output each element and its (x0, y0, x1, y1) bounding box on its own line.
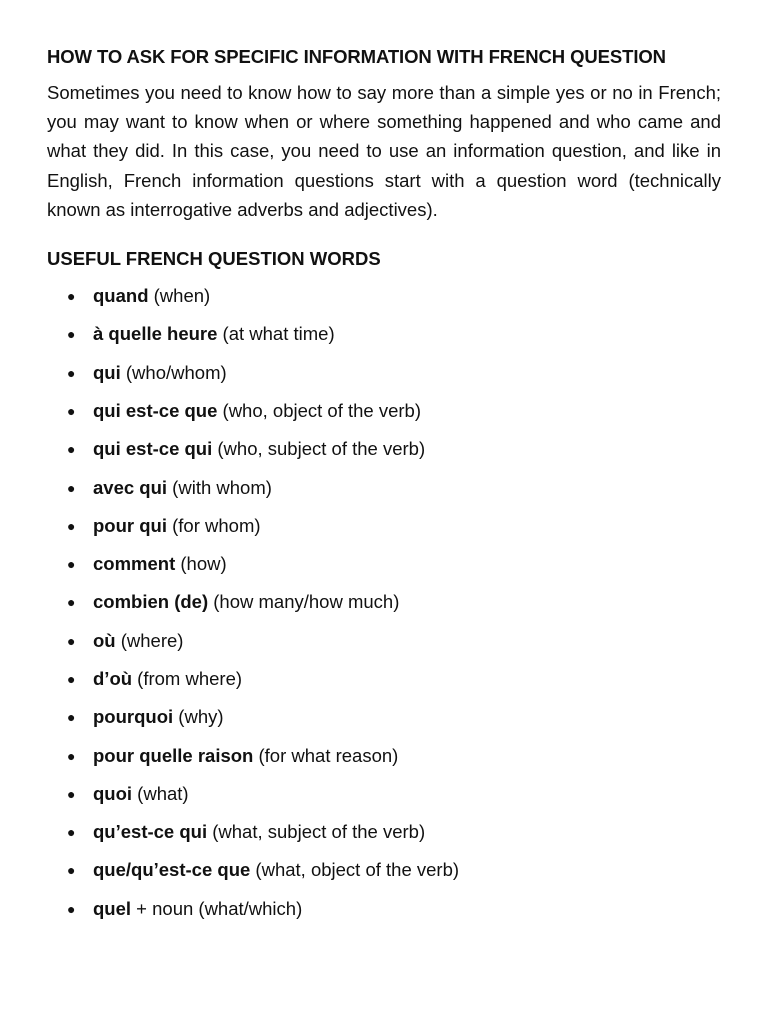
list-item (47, 813, 721, 851)
question-word: qui (93, 361, 121, 383)
question-word: qui est-ce qui (93, 438, 213, 460)
list-item (47, 622, 721, 660)
question-word: quoi (93, 782, 133, 804)
question-word: quel (93, 897, 132, 919)
question-word: qu’est-ce qui (93, 821, 208, 843)
question-word: pour quelle raison (93, 744, 254, 766)
question-word-meaning: (how) (175, 553, 227, 575)
question-word: qui est-ce que (93, 399, 218, 421)
bullet-icon: ● (67, 364, 76, 381)
bullet-icon: ● (67, 824, 76, 841)
bullet-icon: ● (67, 479, 76, 496)
bullet-icon: ● (67, 402, 76, 419)
list-item (47, 583, 721, 621)
bullet-icon: ● (67, 900, 76, 917)
question-word-meaning: (who/whom) (120, 361, 227, 383)
list-item (47, 890, 721, 928)
question-word: avec qui (93, 476, 168, 498)
question-word-meaning: (where) (115, 629, 184, 651)
question-word: pourquoi (93, 706, 174, 728)
list-item (47, 660, 721, 698)
question-word-meaning: (when) (148, 285, 211, 307)
question-word: comment (93, 553, 176, 575)
question-word-meaning: (why) (173, 706, 224, 728)
list-item (47, 775, 721, 813)
bullet-icon: ● (67, 517, 76, 534)
bullet-icon: ● (67, 747, 76, 764)
question-word: quand (93, 285, 149, 307)
question-word-meaning: (who, object of the verb) (217, 399, 421, 421)
question-word-meaning: (what, object of the verb) (250, 859, 460, 881)
list-item (47, 392, 721, 430)
bullet-icon: ● (67, 556, 76, 573)
bullet-icon: ● (67, 632, 76, 649)
section-heading: USEFUL FRENCH QUESTION WORDS (47, 248, 381, 270)
bullet-icon: ● (67, 594, 76, 611)
list-item (47, 354, 721, 392)
list-item (47, 277, 721, 315)
bullet-icon: ● (67, 326, 76, 343)
question-word-meaning: (what, subject of the verb) (207, 821, 426, 843)
list-item (47, 698, 721, 736)
bullet-icon: ● (67, 709, 76, 726)
list-item (47, 507, 721, 545)
bullet-icon: ● (67, 785, 76, 802)
question-word-meaning: + noun (what/which) (131, 897, 303, 919)
question-word-meaning: (from where) (132, 667, 243, 689)
list-item (47, 430, 721, 468)
document-page (47, 42, 721, 928)
bullet-icon: ● (67, 288, 76, 305)
list-item (47, 851, 721, 889)
list-item (47, 545, 721, 583)
question-word-meaning: (for what reason) (253, 744, 399, 766)
bullet-icon: ● (67, 862, 76, 879)
question-word-meaning: (at what time) (217, 323, 335, 345)
list-item (47, 737, 721, 775)
list-item (47, 315, 721, 353)
question-word-list (47, 277, 721, 928)
question-word-meaning: (how many/how much) (208, 591, 400, 613)
question-word: d’où (93, 667, 133, 689)
question-word-meaning: (for whom) (166, 514, 261, 536)
intro-paragraph: Sometimes you need to know how to say more than a simple yes or no in French; you may want to know when or where something happened and who came and what they did. In this case, you need to use an information question, and like in English, French information questions start with a question word (technically known as interrogative adverbs and adjectives). (47, 82, 721, 220)
question-word: que/qu’est-ce que (93, 859, 251, 881)
question-word: pour qui (93, 514, 167, 536)
page-title: HOW TO ASK FOR SPECIFIC INFORMATION WITH FRENCH QUESTION (47, 46, 666, 67)
question-word: à quelle heure (93, 323, 218, 345)
question-word-meaning: (with whom) (167, 476, 272, 498)
question-word-meaning: (what) (132, 782, 189, 804)
list-item (47, 469, 721, 507)
question-word: combien (de) (93, 591, 209, 613)
bullet-icon: ● (67, 441, 76, 458)
question-word: où (93, 629, 116, 651)
question-word-meaning: (who, subject of the verb) (212, 438, 426, 460)
bullet-icon: ● (67, 670, 76, 687)
